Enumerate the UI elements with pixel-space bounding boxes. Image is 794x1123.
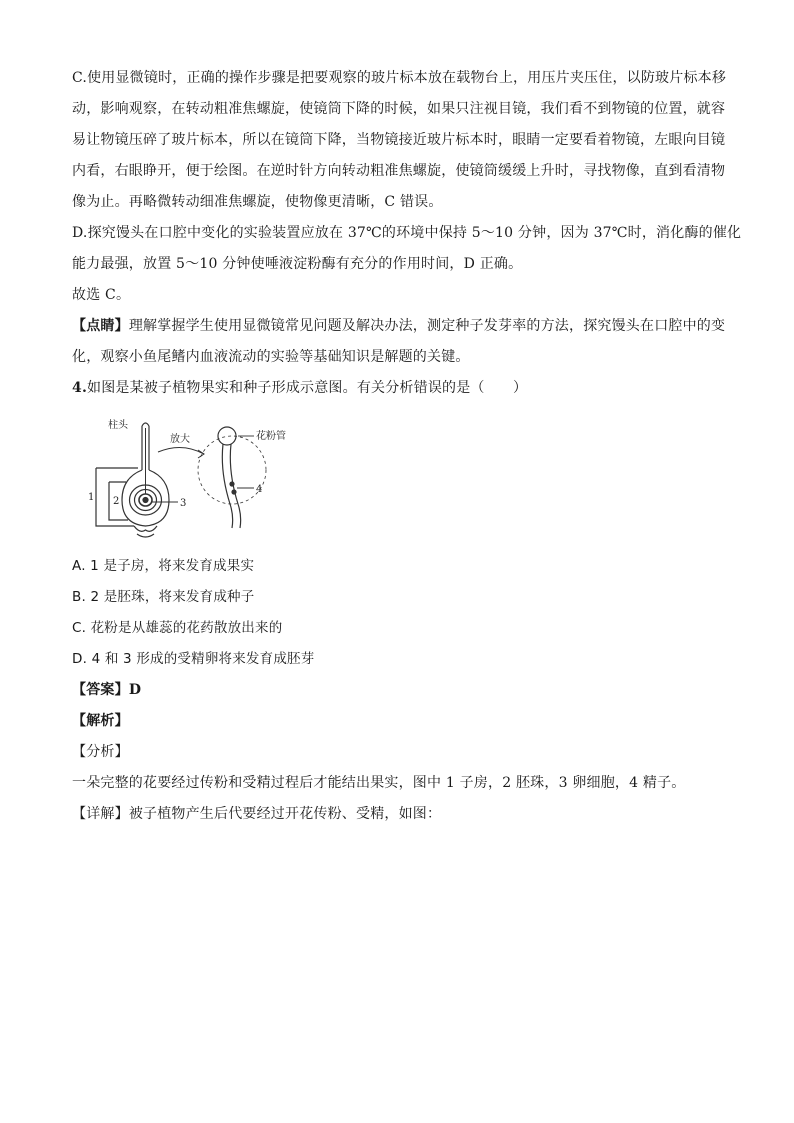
question-4-stem <box>72 378 732 398</box>
comment-text-1: 理解掌握学生使用显微镜常见问题及解决办法，测定种子发芽率的方法，探究馒头在口腔中的变 <box>128 318 726 334</box>
label-2: 2 <box>113 496 120 507</box>
paragraph-d-line-2: 能力最强，放置 5～10 分钟使唾液淀粉酶有充分的作用时间，D 正确。 <box>72 256 523 272</box>
question-stem-text: 如图是某被子植物果实和种子形成示意图。有关分析错误的是（ ） <box>87 380 528 396</box>
option-c: C. 花粉是从雄蕊的花药散放出来的 <box>72 620 283 636</box>
fenxi-tag: 【分析】 <box>72 744 129 760</box>
paragraph-c-line-2: 动，影响观察，在转动粗准焦螺旋，使镜筒下降的时候，如果只注视目镜，我们看不到物镜的位置，就容 <box>72 101 726 117</box>
option-d: D. 4 和 3 形成的受精卵将来发育成胚芽 <box>72 651 315 667</box>
analysis-tag: 【解析】 <box>72 713 129 729</box>
answer-line <box>72 680 732 700</box>
comment-line-2: 化，观察小鱼尾鳍内血液流动的实验等基础知识是解题的关键。 <box>72 349 470 365</box>
fenxi-text: 一朵完整的花要经过传粉和受精过程后才能结出果实，图中 1 子房，2 胚珠，3 卵细胞，4 精子。 <box>72 775 686 791</box>
label-magnify: 放大 <box>170 434 190 445</box>
detail-line <box>72 804 732 824</box>
paragraph-d-line-1: D.探究馒头在口腔中变化的实验装置应放在 37℃的环境中保持 5～10 分钟，因为 37℃时，消化酶的催化 <box>72 225 742 241</box>
comment-line-1 <box>72 316 732 336</box>
flower-fertilization-figure <box>82 412 286 544</box>
paragraph-c-line-4: 内看，右眼睁开，便于绘图。在逆时针方向转动粗准焦螺旋，使镜筒缓缓上升时，寻找物像，直到看清物 <box>72 163 726 179</box>
question-number: 4. <box>72 380 88 396</box>
option-a: A. 1 是子房，将来发育成果实 <box>72 558 255 574</box>
detail-tag: 【详解】 <box>72 806 129 822</box>
label-4: 4 <box>256 484 263 495</box>
answer-value: D <box>128 682 142 698</box>
comment-tag: 【点睛】 <box>72 318 129 334</box>
label-3: 3 <box>180 498 187 509</box>
flower-diagram-svg <box>82 412 286 544</box>
label-1: 1 <box>88 492 95 503</box>
paragraph-c-line-5: 像为止。再略微转动细准焦螺旋，使物像更清晰，C 错误。 <box>72 194 443 210</box>
label-stigma: 柱头 <box>108 420 128 431</box>
paragraph-c-line-3: 易让物镜压碎了玻片标本，所以在镜筒下降，当物镜接近玻片标本时，眼睛一定要看着物镜，左眼向目镜 <box>72 132 726 148</box>
option-b: B. 2 是胚珠，将来发育成种子 <box>72 589 255 605</box>
answer-tag: 【答案】 <box>72 682 129 698</box>
conclusion: 故选 C。 <box>72 287 131 303</box>
detail-text: 被子植物产生后代要经过开花传粉、受精，如图： <box>128 806 442 822</box>
paragraph-c-line-1: C.使用显微镜时，正确的操作步骤是把要观察的玻片标本放在载物台上，用压片夹压住，以防玻片标本移 <box>72 70 727 86</box>
label-pollen-tube: 花粉管 <box>256 431 286 442</box>
